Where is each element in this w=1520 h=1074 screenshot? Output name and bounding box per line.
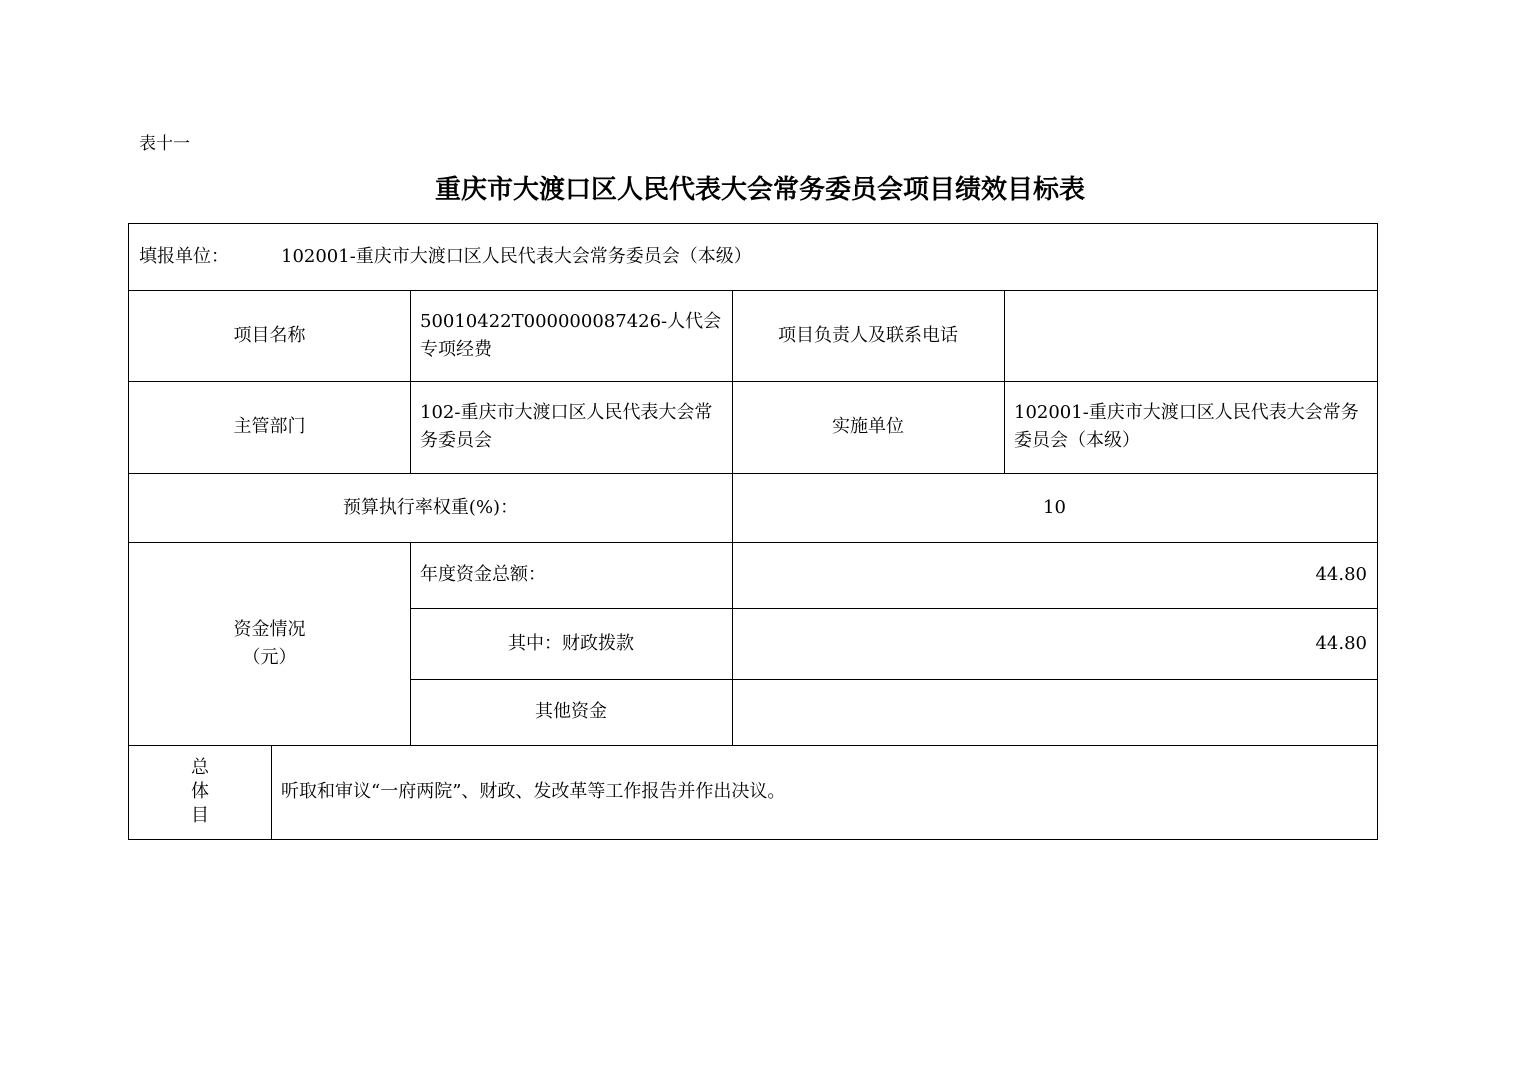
reporting-unit-row xyxy=(129,224,1377,290)
document-title: 重庆市大渡口区人民代表大会常务委员会项目绩效目标表 xyxy=(434,175,1085,205)
annual-total-label: 年度资金总额： xyxy=(420,564,546,585)
department-value: 102-重庆市大渡口区人民代表大会常务委员会 xyxy=(420,402,713,451)
other-funds-value xyxy=(732,679,1377,745)
project-lead-value xyxy=(1004,290,1377,381)
reporting-unit-label: 填报单位： xyxy=(139,246,229,267)
performance-goal-table xyxy=(128,223,1378,840)
overall-goal-label xyxy=(129,745,271,839)
funds-label-line1: 资金情况 xyxy=(233,618,306,640)
overall-goal-value: 听取和审议“一府两院”、财政、发改革等工作报告并作出决议。 xyxy=(281,781,786,802)
budget-weight-value: 10 xyxy=(1043,496,1066,518)
fiscal-value: 44.80 xyxy=(1315,632,1367,654)
annual-total-value: 44.80 xyxy=(1315,564,1367,585)
implementer-value: 102001-重庆市大渡口区人民代表大会常务委员会（本级） xyxy=(1014,402,1359,451)
project-lead-label: 项目负责人及联系电话 xyxy=(778,324,958,346)
table-number: 表十一 xyxy=(139,134,190,154)
fiscal-label: 其中：财政拨款 xyxy=(508,632,634,654)
funds-label-line2: （元） xyxy=(242,646,297,668)
project-name-value: 50010422T000000087426-人代会专项经费 xyxy=(420,310,722,360)
budget-weight-label: 预算执行率权重(%)： xyxy=(342,496,519,518)
overall-goal-char: 目 xyxy=(191,805,209,826)
reporting-unit-value: 102001-重庆市大渡口区人民代表大会常务委员会（本级） xyxy=(281,246,752,267)
overall-goal-char: 体 xyxy=(191,781,209,802)
overall-goal-char: 总 xyxy=(191,757,209,778)
project-name-label: 项目名称 xyxy=(233,324,306,346)
other-funds-label: 其他资金 xyxy=(535,701,607,722)
funds-label xyxy=(129,542,410,745)
implementer-label: 实施单位 xyxy=(832,416,904,437)
department-label: 主管部门 xyxy=(233,416,306,437)
